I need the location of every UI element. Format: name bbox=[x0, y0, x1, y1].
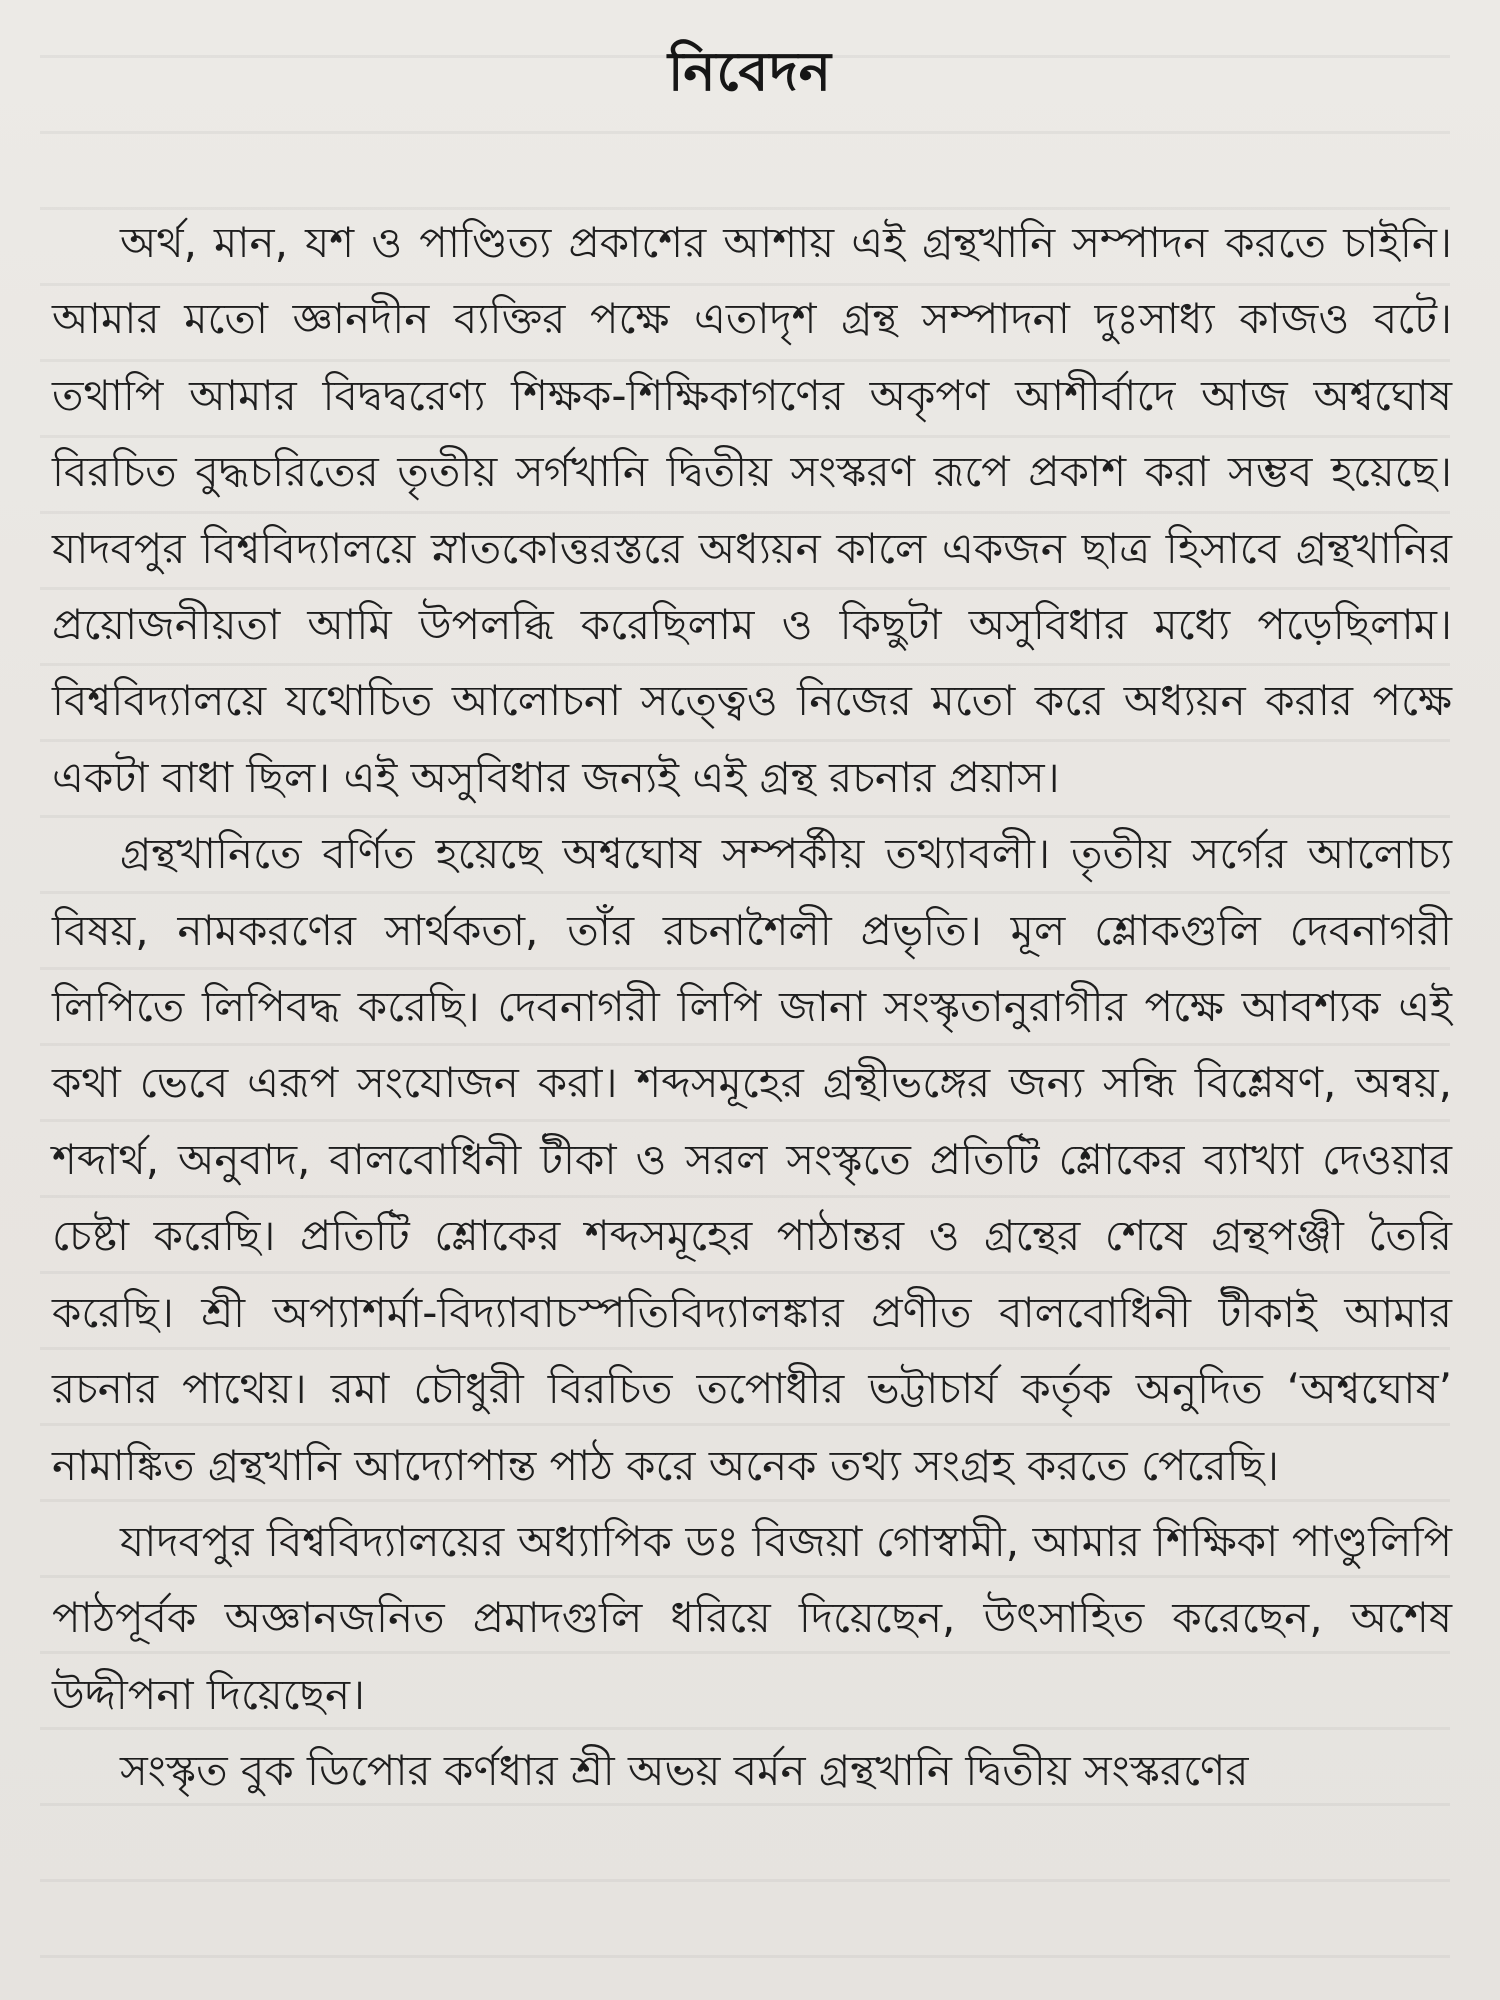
paragraph-1: অর্থ, মান, যশ ও পাণ্ডিত্য প্রকাশের আশায় এই গ্রন্থখানি সম্পাদন করতে চাইনি। আমার মতো জ্ঞানদীন ব্যক্তির পক্ষে এতাদৃশ গ্রন্থ সম্পাদনা দুঃসাধ্য কাজও বটে। তথাপি আমার বিদ্বদ্বরেণ্য শিক্ষক-শিক্ষিকাগণের অকৃপণ আশীর্বাদে আজ অশ্বঘোষ বিরচিত বুদ্ধচরিতের তৃতীয় সর্গখানি দ্বিতীয় সংস্করণ রূপে প্রকাশ করা সম্ভব হয়েছে। যাদবপুর বিশ্ববিদ্যালয়ে স্নাতকোত্তরস্তরে অধ্যয়ন কালে একজন ছাত্র হিসাবে গ্রন্থখানির প্রয়োজনীয়তা আমি উপলব্ধি করেছিলাম ও কিছুটা অসুবিধার মধ্যে পড়েছিলাম। বিশ্ববিদ্যালয়ে যথোচিত আলোচনা সত্ত্বেও নিজের মতো করে অধ্যয়ন করার পক্ষে একটা বাধা ছিল। এই অসুবিধার জন্যই এই গ্রন্থ রচনার প্রয়াস। bbox=[52, 218, 1452, 802]
paragraph-2: গ্রন্থখানিতে বর্ণিত হয়েছে অশ্বঘোষ সম্পর্কীয় তথ্যাবলী। তৃতীয় সর্গের আলোচ্য বিষয়, নামকরণের সার্থকতা, তাঁর রচনাশৈলী প্রভৃতি। মূল শ্লোকগুলি দেবনাগরী লিপিতে লিপিবদ্ধ করেছি। দেবনাগরী লিপি জানা সংস্কৃতানুরাগীর পক্ষে আবশ্যক এই কথা ভেবে এরূপ সংযোজন করা। শব্দসমূহের গ্রন্থীভঙ্গের জন্য সন্ধি বিশ্লেষণ, অন্বয়, শব্দার্থ, অনুবাদ, বালবোধিনী টীকা ও সরল সংস্কৃতে প্রতিটি শ্লোকের ব্যাখ্যা দেওয়ার চেষ্টা করেছি। প্রতিটি শ্লোকের শব্দসমূহের পাঠান্তর ও গ্রন্থের শেষে গ্রন্থপঞ্জী তৈরি করেছি। শ্রী অপ্যাশর্মা-বিদ্যাবাচস্পতিবিদ্যালঙ্কার প্রণীত বালবোধিনী টীকাই আমার রচনার পাথেয়। রমা চৌধুরী বিরচিত তপোধীর ভট্টাচার্য কর্তৃক অনুদিত ‘অশ্বঘোষ’ নামাঙ্কিত গ্রন্থখানি আদ্যোপান্ত পাঠ করে অনেক তথ্য সংগ্রহ করতে পেরেছি। bbox=[52, 829, 1452, 1490]
paragraph-3: যাদবপুর বিশ্ববিদ্যালয়ের অধ্যাপিক ডঃ বিজয়া গোস্বামী, আমার শিক্ষিকা পাণ্ডুলিপি পাঠপূর্বক অজ্ঞানজনিত প্রমাদগুলি ধরিয়ে দিয়েছেন, উৎসাহিত করেছেন, অশেষ উদ্দীপনা দিয়েছেন। bbox=[52, 1516, 1452, 1719]
body-text bbox=[52, 205, 1452, 1810]
paragraph-4: সংস্কৃত বুক ডিপোর কর্ণধার শ্রী অভয় বর্মন গ্রন্থখানি দ্বিতীয় সংস্করণের bbox=[120, 1746, 1249, 1796]
page-title: নিবেদন bbox=[667, 40, 833, 103]
